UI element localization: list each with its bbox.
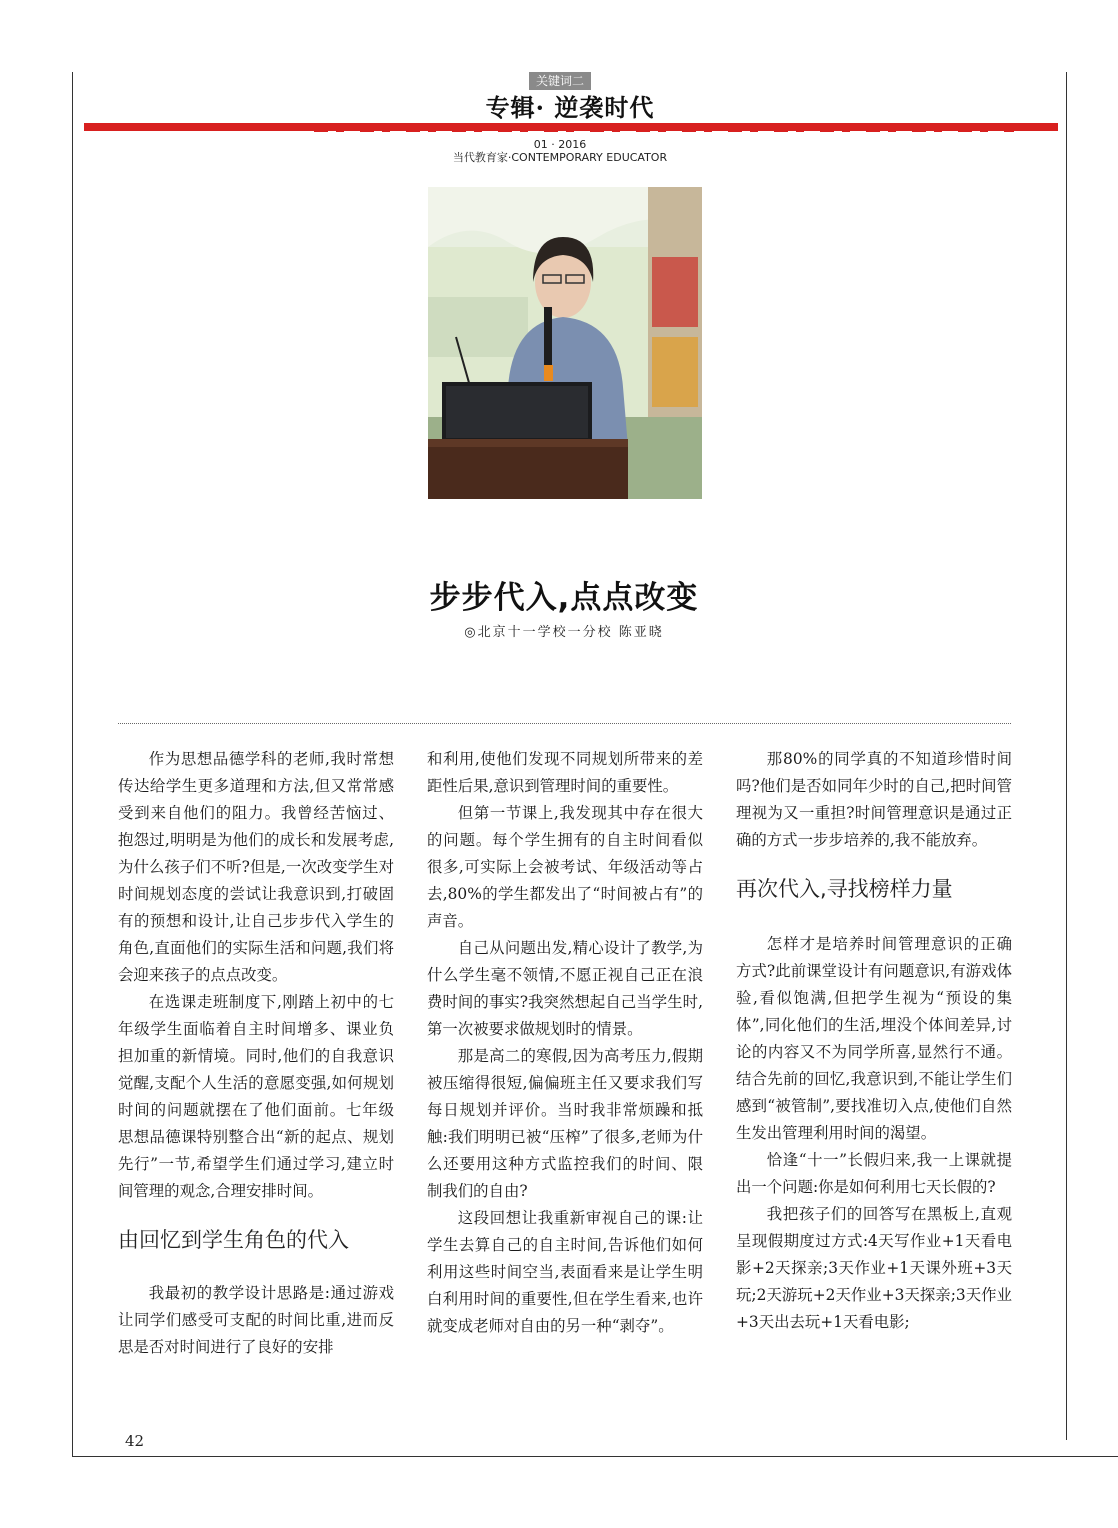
paragraph: 自己从问题出发,精心设计了教学,为什么学生毫不领情,不愿正视自己正在浪费时间的事实?我突然想起自己当学生时,第一次被要求做规划时的情景。	[427, 939, 703, 1038]
paragraph: 我把孩子们的回答写在黑板上,直观呈现假期度过方式:4天写作业+1天看电影+2天探亲;3天作业+1天课外班+3天玩;2天游玩+2天作业+3天探亲;3天作业+3天出去玩+1天看电影;	[736, 1205, 1012, 1331]
paragraph: 怎样才是培养时间管理意识的正确方式?此前课堂设计有问题意识,有游戏体验,看似饱满,但把学生视为“预设的集体”,同化他们的生活,埋没个体间差异,讨论的内容又不为同学所喜,显然行不通。结合先前的回忆,我意识到,不能让学生们感到“被管制”,要找准切入点,使他们自然生发出管理利用时间的渴望。	[736, 935, 1012, 1142]
text-column-1	[118, 746, 394, 1361]
article-byline: ◎北京十一学校一分校 陈亚晓	[464, 625, 664, 640]
dotted-divider	[118, 723, 1011, 724]
text-column-3	[736, 746, 1012, 1336]
page-number: 42	[125, 1432, 145, 1450]
speaker-photo-illustration	[428, 187, 702, 499]
paragraph: 恰逢“十一”长假归来,我一上课就提出一个问题:你是如何利用七天长假的?	[736, 1151, 1012, 1196]
page-frame-bottom	[72, 1456, 1118, 1457]
text-column-2	[427, 746, 703, 1340]
paragraph: 这段回想让我重新审视自己的课:让学生去算自己的自主时间,告诉他们如何利用这些时间空当,表面看来是让学生明白利用时间的重要性,但在学生看来,也许就变成老师对自由的另一种“剥夺”。	[427, 1209, 703, 1335]
subheading: 由回忆到学生角色的代入	[118, 1228, 349, 1252]
page-frame-right	[1066, 72, 1067, 1440]
issue-number: 01 · 2016	[533, 138, 587, 151]
article-title: 步步代入,点点改变	[429, 580, 699, 616]
paragraph: 和利用,使他们发现不同规划所带来的差距性后果,意识到管理时间的重要性。	[427, 750, 703, 795]
paragraph: 作为思想品德学科的老师,我时常想传达给学生更多道理和方法,但又常常感受到来自他们的阻力。我曾经苦恼过、抱怨过,明明是为他们的成长和发展考虑,为什么孩子们不听?但是,一次改变学生对时间规划态度的尝试让我意识到,打破固有的预想和设计,让自己步步代入学生的角色,直面他们的实际生活和问题,我们将会迎来孩子的点点改变。	[118, 750, 394, 984]
paragraph: 但第一节课上,我发现其中存在很大的问题。每个学生拥有的自主时间看似很多,可实际上会被考试、年级活动等占去,80%的学生都发出了“时间被占有”的声音。	[427, 804, 703, 930]
subheading: 再次代入,寻找榜样力量	[736, 877, 953, 901]
header-red-band	[84, 123, 1058, 131]
paragraph: 那80%的同学真的不知道珍惜时间吗?他们是否如同年少时的自己,把时间管理视为又一重担?时间管理意识是通过正确的方式一步步培养的,我不能放弃。	[736, 750, 1012, 849]
section-title: 专辑· 逆袭时代	[485, 93, 655, 122]
page-frame-left	[72, 72, 73, 1457]
magazine-name: 当代教育家·CONTEMPORARY EDUCATOR	[452, 151, 668, 164]
paragraph: 我最初的教学设计思路是:通过游戏让同学们感受可支配的时间比重,进而反思是否对时间进行了良好的安排	[118, 1284, 394, 1356]
speaker-photo	[428, 187, 702, 499]
issue-info	[420, 138, 700, 164]
keyword-tag: 关键词二	[529, 72, 591, 90]
paragraph: 那是高二的寒假,因为高考压力,假期被压缩得很短,偏偏班主任又要求我们写每日规划并评价。当时我非常烦躁和抵触:我们明明已被“压榨”了很多,老师为什么还要用这种方式监控我们的时间、限制我们的自由?	[427, 1047, 703, 1200]
paragraph: 在选课走班制度下,刚踏上初中的七年级学生面临着自主时间增多、课业负担加重的新情境。同时,他们的自我意识觉醒,支配个人生活的意愿变强,如何规划时间的问题就摆在了他们面前。七年级思想品德课特别整合出“新的起点、规划先行”一节,希望学生们通过学习,建立时间管理的观念,合理安排时间。	[118, 993, 394, 1200]
